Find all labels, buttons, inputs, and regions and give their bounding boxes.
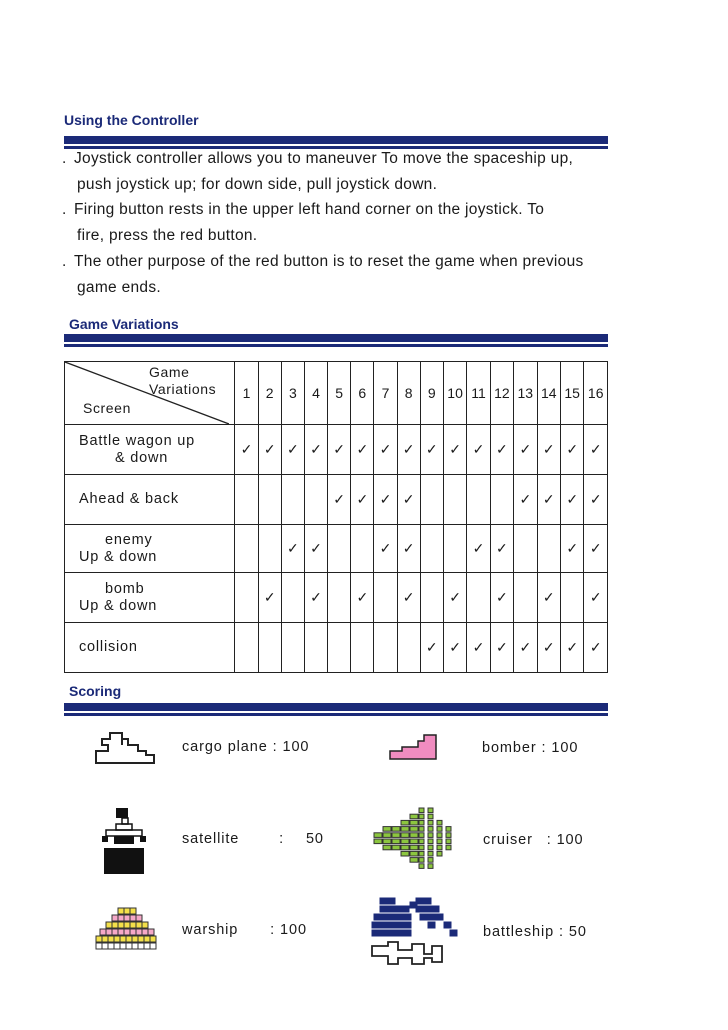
warship-icon xyxy=(94,906,160,950)
tick-cell xyxy=(328,525,351,573)
check-icon: ✓ xyxy=(496,639,508,655)
check-icon: ✓ xyxy=(449,441,461,457)
score-sep: : xyxy=(270,922,276,938)
variations-table xyxy=(64,361,608,673)
table-corner-cell xyxy=(65,362,235,425)
tick-cell xyxy=(397,623,420,673)
row-label-line1: Battle wagon up xyxy=(79,432,195,449)
tick-cell xyxy=(374,623,397,673)
check-icon: ✓ xyxy=(356,589,369,605)
tick-cell xyxy=(258,425,281,475)
score-sep: : xyxy=(272,739,278,755)
bomber-icon xyxy=(388,733,438,761)
tick-cell xyxy=(281,573,304,623)
check-icon: ✓ xyxy=(542,441,555,457)
row-label xyxy=(65,425,235,475)
tick-cell xyxy=(235,525,258,573)
col-header: 7 xyxy=(374,362,397,425)
row-label-line1: Ahead & back xyxy=(79,491,179,507)
check-icon: ✓ xyxy=(589,491,602,507)
tick-cell xyxy=(584,573,608,623)
bullet-1-line1: Joystick controller allows you to maneuver To move the spaceship up, xyxy=(74,150,574,167)
tick-cell xyxy=(584,525,608,573)
tick-cell xyxy=(397,525,420,573)
check-icon: ✓ xyxy=(310,441,322,457)
check-icon: ✓ xyxy=(542,589,555,605)
row-label-line2: Up & down xyxy=(79,548,158,565)
tick-cell xyxy=(258,475,281,525)
tick-cell xyxy=(235,425,258,475)
check-icon: ✓ xyxy=(472,540,485,556)
row-label-line2: Up & down xyxy=(79,597,158,614)
tick-cell xyxy=(537,475,560,525)
score-sep: : xyxy=(546,832,552,848)
tick-cell xyxy=(351,525,374,573)
score-points: 100 xyxy=(282,739,310,755)
bullet-1-line2: push joystick up; for down side, pull joystick down. xyxy=(77,176,438,193)
score-name: satellite xyxy=(182,831,240,847)
col-header: 11 xyxy=(467,362,490,425)
tick-cell xyxy=(560,623,583,673)
check-icon: ✓ xyxy=(425,639,438,655)
variations-rule xyxy=(64,334,608,344)
check-icon: ✓ xyxy=(310,589,322,605)
col-header: 13 xyxy=(514,362,537,425)
check-icon: ✓ xyxy=(589,639,602,655)
tick-cell xyxy=(397,475,420,525)
row-label-line2: & down xyxy=(115,449,169,466)
check-icon: ✓ xyxy=(589,540,602,556)
col-header: 16 xyxy=(584,362,608,425)
controller-rule xyxy=(64,136,608,146)
score-points: 100 xyxy=(556,832,584,848)
bullet-2-line2: fire, press the red button. xyxy=(77,227,258,244)
bullet-3-line2: game ends. xyxy=(77,279,161,296)
check-icon: ✓ xyxy=(542,639,555,655)
check-icon: ✓ xyxy=(425,441,438,457)
check-icon: ✓ xyxy=(402,491,415,507)
tick-cell xyxy=(420,475,443,525)
score-bomber xyxy=(482,740,578,756)
col-header: 15 xyxy=(560,362,583,425)
tick-cell xyxy=(351,425,374,475)
check-icon: ✓ xyxy=(379,491,392,507)
score-cruiser xyxy=(483,832,583,848)
tick-cell xyxy=(537,425,560,475)
tick-cell xyxy=(467,623,490,673)
tick-cell xyxy=(328,573,351,623)
table-row xyxy=(65,573,608,623)
check-icon: ✓ xyxy=(402,540,415,556)
tick-cell xyxy=(467,573,490,623)
row-label xyxy=(65,573,235,623)
table-row xyxy=(65,525,608,573)
col-header: 9 xyxy=(420,362,443,425)
row-label xyxy=(65,475,235,525)
tick-cell xyxy=(374,475,397,525)
check-icon: ✓ xyxy=(333,491,346,507)
check-icon: ✓ xyxy=(402,589,415,605)
col-header: 8 xyxy=(397,362,420,425)
score-points: 50 xyxy=(568,924,587,940)
tick-cell xyxy=(397,573,420,623)
tick-cell xyxy=(351,475,374,525)
tick-cell xyxy=(328,425,351,475)
row-label xyxy=(65,623,235,673)
tick-cell xyxy=(304,623,327,673)
check-icon: ✓ xyxy=(472,639,485,655)
tick-cell xyxy=(537,573,560,623)
bullet-3-line1: The other purpose of the red button is to reset the game when previous xyxy=(74,253,584,270)
tick-cell xyxy=(584,623,608,673)
check-icon: ✓ xyxy=(356,441,369,457)
score-points: 50 xyxy=(305,831,324,847)
tick-cell xyxy=(443,425,466,475)
score-battleship xyxy=(483,924,587,940)
tick-cell xyxy=(490,475,513,525)
col-header: 14 xyxy=(537,362,560,425)
tick-cell xyxy=(490,525,513,573)
check-icon: ✓ xyxy=(402,441,415,457)
col-header: 3 xyxy=(281,362,304,425)
tick-cell xyxy=(328,623,351,673)
tick-cell xyxy=(443,623,466,673)
cruiser-icon xyxy=(370,806,460,872)
tick-cell xyxy=(514,623,537,673)
tick-cell xyxy=(420,425,443,475)
tick-cell xyxy=(374,525,397,573)
check-icon: ✓ xyxy=(496,540,508,556)
tick-cell xyxy=(443,573,466,623)
check-icon: ✓ xyxy=(566,441,579,457)
tick-cell xyxy=(304,425,327,475)
score-name: bomber xyxy=(482,740,537,756)
tick-cell xyxy=(235,573,258,623)
score-sep: : xyxy=(559,924,564,940)
col-header: 12 xyxy=(490,362,513,425)
tick-cell xyxy=(490,623,513,673)
tick-cell xyxy=(537,623,560,673)
check-icon: ✓ xyxy=(542,491,555,507)
tick-cell xyxy=(514,425,537,475)
score-cargo-plane xyxy=(182,739,309,755)
check-icon: ✓ xyxy=(589,441,602,457)
check-icon: ✓ xyxy=(519,639,532,655)
tick-cell xyxy=(490,573,513,623)
check-icon: ✓ xyxy=(472,441,485,457)
tick-cell xyxy=(443,525,466,573)
score-warship xyxy=(182,922,307,938)
tick-cell xyxy=(420,525,443,573)
controller-heading: Using the Controller xyxy=(64,112,199,128)
tick-cell xyxy=(258,525,281,573)
check-icon: ✓ xyxy=(449,639,461,655)
corner-game: Game xyxy=(149,364,190,380)
battleship-icon xyxy=(368,894,460,972)
score-sep: : xyxy=(279,831,285,847)
table-row xyxy=(65,475,608,525)
tick-cell xyxy=(514,573,537,623)
col-header: 10 xyxy=(443,362,466,425)
col-header: 6 xyxy=(351,362,374,425)
tick-cell xyxy=(281,525,304,573)
score-name: cargo plane xyxy=(182,739,268,755)
check-icon: ✓ xyxy=(519,491,532,507)
tick-cell xyxy=(281,475,304,525)
scoring-rule xyxy=(64,703,608,713)
check-icon: ✓ xyxy=(496,441,508,457)
bullet-2-line1: Firing button rests in the upper left hand corner on the joystick. To xyxy=(74,201,545,218)
score-satellite xyxy=(182,831,324,847)
check-icon: ✓ xyxy=(496,589,508,605)
scoring-heading: Scoring xyxy=(69,683,122,699)
check-icon: ✓ xyxy=(310,540,322,556)
tick-cell xyxy=(560,573,583,623)
tick-cell xyxy=(374,573,397,623)
tick-cell xyxy=(304,475,327,525)
check-icon: ✓ xyxy=(566,540,579,556)
check-icon: ✓ xyxy=(240,441,253,457)
tick-cell xyxy=(235,475,258,525)
variations-heading: Game Variations xyxy=(69,316,179,332)
tick-cell xyxy=(560,525,583,573)
tick-cell xyxy=(584,475,608,525)
tick-cell xyxy=(281,425,304,475)
tick-cell xyxy=(374,425,397,475)
row-label-line1: enemy xyxy=(105,531,153,548)
tick-cell xyxy=(420,573,443,623)
tick-cell xyxy=(281,623,304,673)
bullet-3: . The other purpose of the red button is to reset the game when previous game ends. xyxy=(62,253,584,296)
check-icon: ✓ xyxy=(286,540,299,556)
tick-cell xyxy=(420,623,443,673)
check-icon: ✓ xyxy=(263,441,276,457)
tick-cell xyxy=(537,525,560,573)
table-row xyxy=(65,425,608,475)
satellite-icon xyxy=(100,806,148,876)
tick-cell xyxy=(304,525,327,573)
check-icon: ✓ xyxy=(263,589,276,605)
corner-variations: Variations xyxy=(149,381,217,397)
tick-cell xyxy=(304,573,327,623)
row-label-line1: collision xyxy=(79,639,138,655)
col-header: 1 xyxy=(235,362,258,425)
col-header: 5 xyxy=(328,362,351,425)
tick-cell xyxy=(351,573,374,623)
tick-cell xyxy=(514,475,537,525)
tick-cell xyxy=(514,525,537,573)
score-name: cruiser xyxy=(483,832,533,848)
col-header: 4 xyxy=(304,362,327,425)
corner-screen: Screen xyxy=(83,400,131,416)
tick-cell xyxy=(443,475,466,525)
score-name: battleship xyxy=(483,924,555,940)
check-icon: ✓ xyxy=(566,639,579,655)
tick-cell xyxy=(258,623,281,673)
tick-cell xyxy=(235,623,258,673)
tick-cell xyxy=(490,425,513,475)
score-sep: : xyxy=(541,740,547,756)
check-icon: ✓ xyxy=(589,589,602,605)
tick-cell xyxy=(351,623,374,673)
row-label xyxy=(65,525,235,573)
check-icon: ✓ xyxy=(379,441,392,457)
tick-cell xyxy=(584,425,608,475)
tick-cell xyxy=(467,525,490,573)
bullet-1: . Joystick controller allows you to maneuver To move the spaceship up, push joystick up; for down side, pull joystick down. xyxy=(62,150,574,193)
check-icon: ✓ xyxy=(286,441,299,457)
tick-cell xyxy=(467,425,490,475)
check-icon: ✓ xyxy=(356,491,369,507)
check-icon: ✓ xyxy=(333,441,346,457)
check-icon: ✓ xyxy=(519,441,532,457)
row-label-line1: bomb xyxy=(105,580,145,597)
check-icon: ✓ xyxy=(449,589,461,605)
check-icon: ✓ xyxy=(379,540,392,556)
table-header-row xyxy=(65,362,608,425)
tick-cell xyxy=(560,425,583,475)
col-header: 2 xyxy=(258,362,281,425)
tick-cell xyxy=(467,475,490,525)
cargo-plane-icon xyxy=(94,731,158,767)
score-points: 100 xyxy=(551,740,579,756)
tick-cell xyxy=(397,425,420,475)
tick-cell xyxy=(560,475,583,525)
tick-cell xyxy=(258,573,281,623)
table-row xyxy=(65,623,608,673)
check-icon: ✓ xyxy=(566,491,579,507)
score-name: warship xyxy=(182,922,239,938)
score-points: 100 xyxy=(280,922,307,938)
tick-cell xyxy=(328,475,351,525)
bullet-2: . Firing button rests in the upper left hand corner on the joystick. To fire, press the red button. xyxy=(62,201,545,244)
